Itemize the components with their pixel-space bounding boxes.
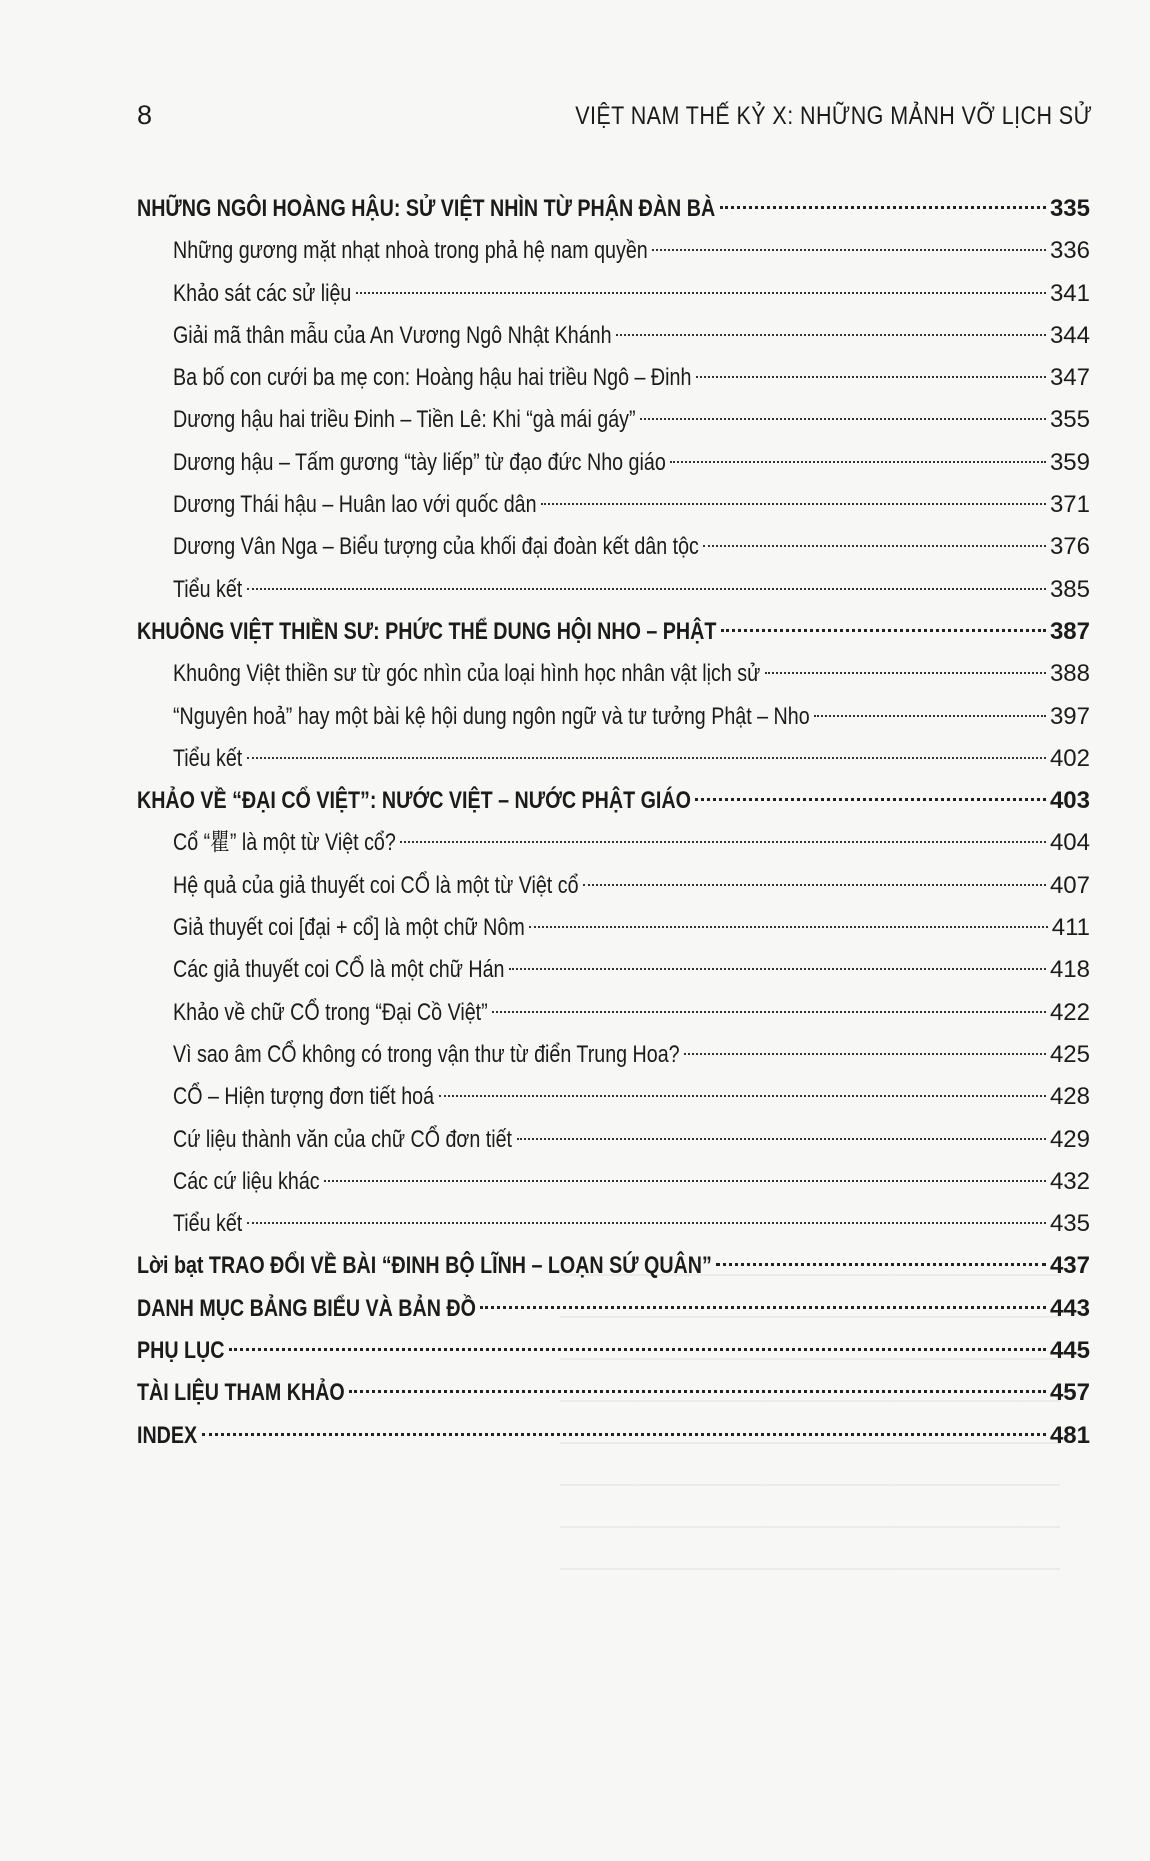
toc-subentry: [137, 273, 1090, 315]
toc-entry-title: [173, 273, 352, 315]
toc-subentry: [137, 822, 1090, 864]
toc-subentry: [137, 399, 1090, 441]
toc-entry-title: [173, 484, 537, 526]
toc-page-number: 437: [1049, 1252, 1090, 1280]
toc-subentry: [137, 1119, 1090, 1161]
toc-entry-title-text: Lời bạt TRAO ĐỔI VỀ BÀI “ĐINH BỘ LĨNH – LOẠN SỨ QUÂN”: [137, 1252, 712, 1280]
dot-leader: [721, 629, 1046, 632]
toc-entry-title-text: Tiểu kết: [173, 1210, 243, 1238]
toc-entry-title: [173, 1034, 680, 1076]
dot-leader: [814, 715, 1046, 717]
toc-subentry: [137, 865, 1090, 907]
dot-leader: [356, 292, 1046, 294]
toc-page-number: 407: [1049, 871, 1090, 899]
toc-page-number: 432: [1049, 1167, 1090, 1195]
toc-entry-title: [137, 1288, 476, 1330]
toc-page-number: 435: [1049, 1210, 1090, 1238]
dot-leader: [509, 968, 1046, 970]
toc-entry-title: [137, 188, 716, 230]
dot-leader: [229, 1348, 1046, 1351]
toc-subentry: [137, 738, 1090, 780]
toc-entry-title: [137, 1330, 225, 1372]
toc-entry-title: [173, 357, 692, 399]
toc-entry-title-text: Các cứ liệu khác: [173, 1167, 320, 1195]
toc-page-number: 336: [1049, 237, 1090, 265]
dot-leader: [202, 1433, 1046, 1436]
toc-page-number: 445: [1049, 1337, 1090, 1365]
toc-entry-title: [173, 822, 396, 864]
page-number: 8: [137, 100, 153, 130]
toc-page-number: 397: [1049, 702, 1090, 730]
toc-subentry: [137, 357, 1090, 399]
toc-entry-title: [173, 569, 243, 611]
dot-leader: [400, 841, 1046, 843]
toc-entry-title: [173, 399, 636, 441]
toc-entry-title: [137, 1245, 712, 1287]
dot-leader: [695, 798, 1046, 801]
toc-page-number: 404: [1049, 829, 1090, 857]
toc-entry-title-text: Giải mã thân mẫu của An Vương Ngô Nhật Khánh: [173, 321, 612, 349]
dot-leader: [716, 1263, 1046, 1266]
toc-page-number: 371: [1049, 491, 1090, 519]
toc-page-number: 376: [1049, 533, 1090, 561]
toc-subentry: [137, 992, 1090, 1034]
toc-entry-title-text: CỔ – Hiện tượng đơn tiết hoá: [173, 1083, 435, 1111]
toc-entry-title: [173, 865, 579, 907]
toc-entry-title-text: TÀI LIỆU THAM KHẢO: [137, 1379, 345, 1407]
dot-leader: [670, 461, 1046, 463]
dot-leader: [616, 334, 1046, 336]
toc-entry-title: [173, 653, 761, 695]
toc-entry-title-text: Khuông Việt thiền sư từ góc nhìn của loại hình học nhân vật lịch sử: [173, 660, 761, 688]
toc-entry-title: [137, 1372, 345, 1414]
toc-entry-title-text: Khảo về chữ CỔ trong “Đại Cồ Việt”: [173, 998, 488, 1026]
toc-subentry: [137, 1203, 1090, 1245]
dot-leader: [247, 588, 1046, 590]
toc-section-entry: [137, 780, 1090, 822]
toc-page-number: 443: [1049, 1294, 1090, 1322]
toc-subentry: [137, 1076, 1090, 1118]
dot-leader: [720, 206, 1046, 209]
toc-subentry: [137, 442, 1090, 484]
toc-entry-title: [173, 907, 525, 949]
toc-page-number: 402: [1049, 744, 1090, 772]
toc-subentry: [137, 907, 1090, 949]
toc-subentry: [137, 315, 1090, 357]
toc-entry-title-text: Hệ quả của giả thuyết coi CỔ là một từ Việt cổ: [173, 871, 579, 899]
toc-page-number: 481: [1049, 1421, 1090, 1449]
toc-entry-title: [137, 780, 691, 822]
dot-leader: [324, 1180, 1046, 1182]
toc-subentry: [137, 526, 1090, 568]
toc-section-entry: [137, 611, 1090, 653]
toc-entry-title: [173, 442, 666, 484]
toc-page-number: 429: [1049, 1125, 1090, 1153]
toc-page-number: 411: [1051, 914, 1090, 942]
toc-page-number: 425: [1049, 1040, 1090, 1068]
toc-page-number: 355: [1049, 406, 1090, 434]
toc-entry-title-text: PHỤ LỤC: [137, 1337, 225, 1365]
toc-entry-title: [173, 1119, 513, 1161]
toc-subentry: [137, 1034, 1090, 1076]
toc-entry-title-text: Cứ liệu thành văn của chữ CỔ đơn tiết: [173, 1125, 513, 1153]
toc-entry-title: [173, 992, 488, 1034]
toc-subentry: [137, 696, 1090, 738]
dot-leader: [765, 672, 1046, 674]
toc-subentry: [137, 653, 1090, 695]
dot-leader: [492, 1011, 1046, 1013]
toc-page-number: 359: [1049, 448, 1090, 476]
toc-subentry: [137, 1161, 1090, 1203]
running-title: VIỆT NAM THẾ KỶ X: NHỮNG MẢNH VỠ LỊCH SỬ: [574, 102, 1092, 130]
toc-subentry: [137, 230, 1090, 272]
dot-leader: [541, 503, 1046, 505]
dot-leader: [640, 418, 1046, 420]
toc-subentry: [137, 484, 1090, 526]
toc-entry-title: [173, 949, 505, 991]
toc-page-number: 428: [1049, 1083, 1090, 1111]
toc-subentry: [137, 949, 1090, 991]
dot-leader: [439, 1095, 1046, 1097]
toc-page-number: 422: [1049, 998, 1090, 1026]
toc-entry-title-text: Dương Thái hậu – Huân lao với quốc dân: [173, 491, 537, 519]
toc-page-number: 457: [1049, 1379, 1090, 1407]
toc-entry-title: [173, 526, 699, 568]
toc-entry-title-text: Giả thuyết coi [đại + cổ] là một chữ Nôm: [173, 914, 525, 942]
dot-leader: [247, 757, 1046, 759]
toc-entry-title-text: NHỮNG NGÔI HOÀNG HẬU: SỬ VIỆT NHÌN TỪ PHẬN ĐÀN BÀ: [137, 195, 716, 222]
toc-entry-title: [137, 1415, 198, 1457]
toc-page-number: 347: [1049, 364, 1090, 392]
dot-leader: [652, 249, 1046, 251]
toc-entry-title: [173, 315, 612, 357]
dot-leader: [517, 1138, 1046, 1140]
toc-entry-title-text: KHẢO VỀ “ĐẠI CỔ VIỆT”: NƯỚC VIỆT – NƯỚC PHẬT GIÁO: [137, 787, 691, 815]
table-of-contents: [137, 188, 1090, 1457]
toc-page-number: 385: [1049, 575, 1090, 603]
toc-page-number: 344: [1049, 321, 1090, 349]
toc-entry-title-text: Vì sao âm CỔ không có trong vận thư từ điển Trung Hoa?: [173, 1040, 680, 1068]
dot-leader: [703, 545, 1046, 547]
page-header: [137, 100, 1092, 140]
toc-entry-title: [173, 1161, 320, 1203]
toc-entry-title-text: “Nguyên hoả” hay một bài kệ hội dung ngôn ngữ và tư tưởng Phật – Nho: [173, 702, 810, 730]
dot-leader: [684, 1053, 1046, 1055]
toc-entry-title: [173, 738, 243, 780]
toc-entry-title-text: Dương hậu – Tấm gương “tày liếp” từ đạo đức Nho giáo: [173, 448, 666, 476]
toc-section-entry: [137, 1415, 1090, 1457]
toc-entry-title: [173, 1076, 435, 1118]
toc-page-number: 418: [1049, 956, 1090, 984]
toc-section-entry: [137, 1288, 1090, 1330]
toc-page-number: 335: [1049, 195, 1090, 222]
toc-entry-title-text: INDEX: [137, 1421, 198, 1449]
toc-section-entry: [137, 1330, 1090, 1372]
toc-page-number: 341: [1049, 279, 1090, 307]
toc-page-number: 403: [1049, 787, 1090, 815]
toc-entry-title: [173, 696, 810, 738]
toc-entry-title-text: Tiểu kết: [173, 575, 243, 603]
dot-leader: [583, 884, 1046, 886]
dot-leader: [349, 1390, 1046, 1393]
toc-entry-title-text: Các giả thuyết coi CỔ là một chữ Hán: [173, 956, 505, 984]
toc-page-number: 388: [1049, 660, 1090, 688]
toc-entry-title-text: Tiểu kết: [173, 744, 243, 772]
dot-leader: [529, 926, 1048, 928]
toc-entry-title-text: DANH MỤC BẢNG BIỂU VÀ BẢN ĐỒ: [137, 1294, 476, 1322]
toc-entry-title: [173, 230, 648, 272]
toc-page-number: 387: [1049, 617, 1090, 645]
toc-entry-title: [137, 611, 717, 653]
dot-leader: [696, 376, 1046, 378]
toc-subentry: [137, 569, 1090, 611]
toc-entry-title-text: KHUÔNG VIỆT THIỀN SƯ: PHỨC THỂ DUNG HỘI NHO – PHẬT: [137, 617, 717, 645]
toc-section-entry: [137, 188, 1090, 230]
toc-entry-title-text: Cổ “瞿” là một từ Việt cổ?: [173, 829, 396, 857]
toc-entry-title-text: Ba bố con cưới ba mẹ con: Hoàng hậu hai triều Ngô – Đinh: [173, 364, 692, 392]
toc-entry-title-text: Dương hậu hai triều Đinh – Tiền Lê: Khi “gà mái gáy”: [173, 406, 636, 434]
toc-section-entry: [137, 1372, 1090, 1414]
toc-entry-title-text: Những gương mặt nhạt nhoà trong phả hệ nam quyền: [173, 237, 648, 265]
toc-entry-title-text: Khảo sát các sử liệu: [173, 279, 352, 307]
toc-entry-title-text: Dương Vân Nga – Biểu tượng của khối đại đoàn kết dân tộc: [173, 533, 699, 561]
dot-leader: [480, 1306, 1046, 1309]
dot-leader: [247, 1222, 1046, 1224]
toc-entry-title: [173, 1203, 243, 1245]
toc-section-entry: [137, 1245, 1090, 1287]
